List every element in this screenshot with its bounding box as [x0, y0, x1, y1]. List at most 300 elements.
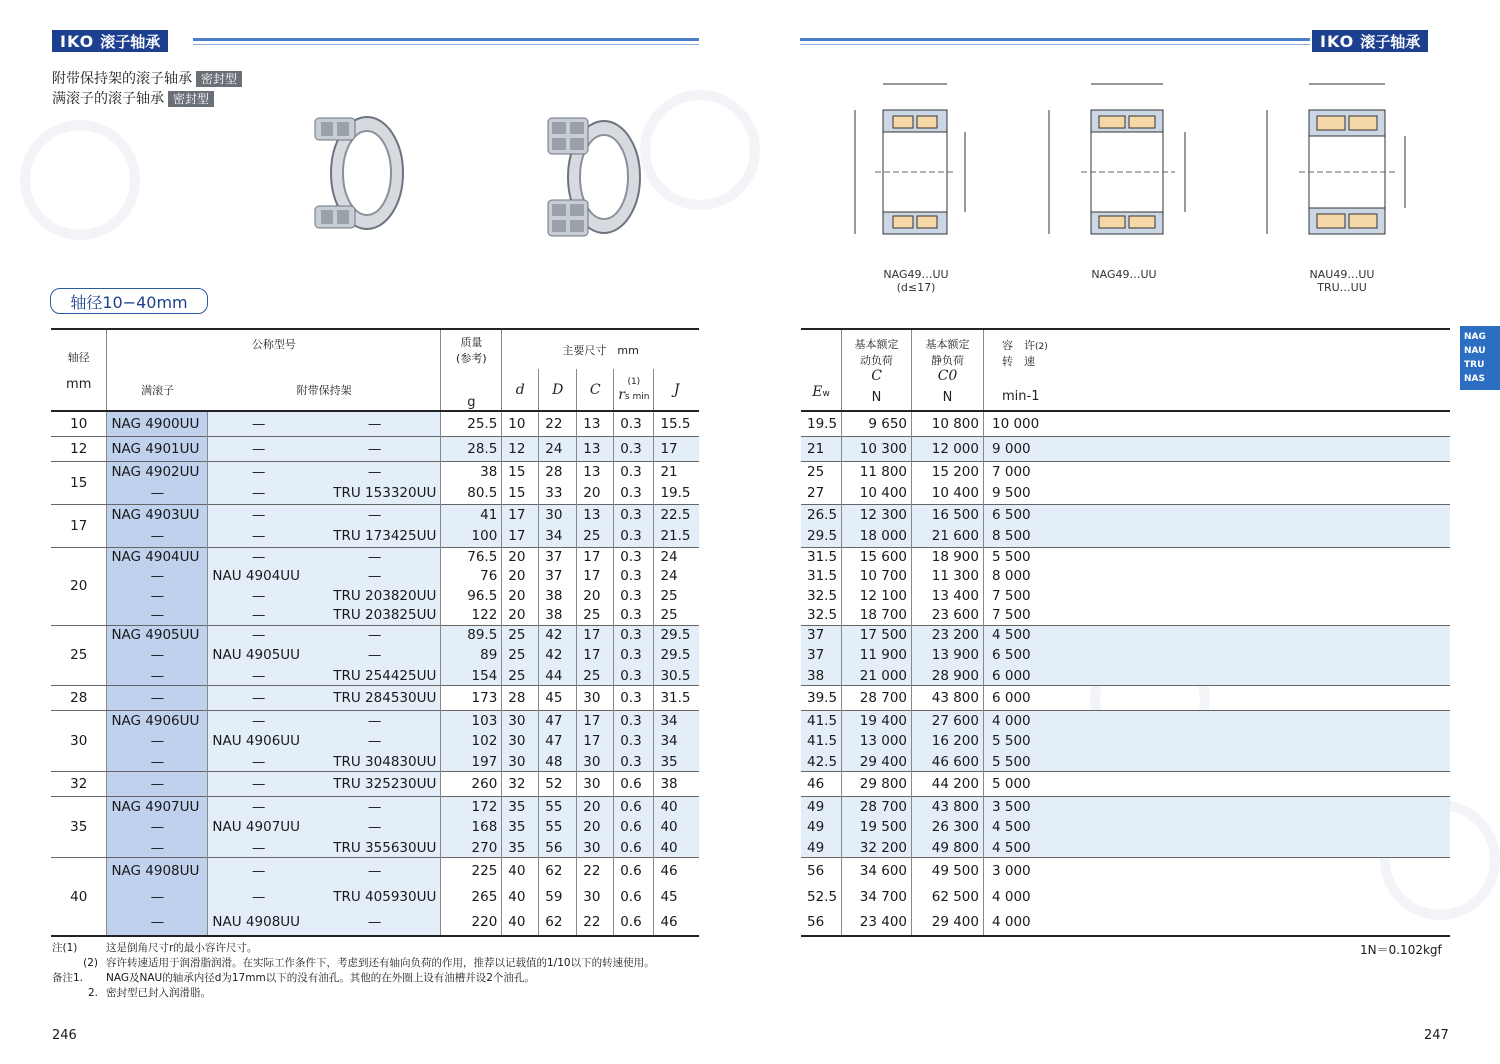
- bore-d-cell: 40: [502, 910, 539, 936]
- mass-cell: 76.5: [441, 547, 502, 567]
- diagram-label: NAU49…UU: [1309, 268, 1375, 281]
- col-header-cage: 附带保持架: [296, 383, 352, 397]
- dynamic-load-cell: 21 000: [842, 666, 912, 686]
- bore-d-cell: 35: [502, 817, 539, 837]
- outer-D-cell: 44: [539, 666, 577, 686]
- width-C-cell: 17: [577, 731, 614, 751]
- full-complement-model-cell: —: [107, 526, 208, 548]
- width-C-cell: 13: [577, 461, 614, 483]
- mass-cell: 270: [441, 838, 502, 858]
- full-complement-model-cell: —: [107, 483, 208, 505]
- col-header-C: C: [577, 369, 614, 411]
- outer-D-cell: 45: [539, 686, 577, 711]
- mass-cell: 28.5: [441, 436, 502, 461]
- static-load-cell: 11 300: [912, 567, 984, 587]
- static-load-cell: 16 500: [912, 504, 984, 526]
- full-complement-model-cell: —: [107, 567, 208, 587]
- bore-d-cell: 20: [502, 606, 539, 626]
- caged-model-cell: —: [309, 645, 441, 665]
- dynamic-load-cell: 32 200: [842, 838, 912, 858]
- chamfer-r-cell: 0.3: [614, 411, 654, 436]
- width-C-cell: 20: [577, 797, 614, 817]
- side-tab-item: TRU: [1464, 360, 1485, 370]
- outer-D-cell: 55: [539, 817, 577, 837]
- static-load-cell: 12 000: [912, 436, 984, 461]
- ew-cell: 25: [807, 464, 825, 480]
- table-row: [801, 686, 1450, 711]
- caged-model-cell: —: [309, 436, 441, 461]
- allowable-speed-cell: 4 500: [984, 817, 1451, 837]
- table-row: [51, 625, 699, 645]
- ew-cell: 32.5: [807, 587, 838, 604]
- diagram-label-2: NAG49…UU: [1091, 268, 1157, 281]
- width-C-cell: 30: [577, 752, 614, 772]
- J-cell: 24: [654, 567, 699, 587]
- bore-d-cell: 15: [502, 461, 539, 483]
- table-row: [801, 838, 1450, 858]
- ew-cell: 49: [807, 839, 825, 856]
- static-load-cell: 43 800: [912, 797, 984, 817]
- col-header-speed: [984, 329, 1451, 411]
- table-row: [801, 910, 1450, 936]
- static-load-cell: 10 400: [912, 483, 984, 505]
- header-sub: s min: [624, 391, 650, 402]
- width-C-cell: 30: [577, 772, 614, 797]
- dynamic-load-cell: 15 600: [842, 547, 912, 567]
- table-row: [801, 772, 1450, 797]
- allowable-speed-cell: 6 500: [984, 645, 1451, 665]
- diagram-label: TRU…UU: [1317, 281, 1367, 294]
- bore-d-cell: 25: [502, 625, 539, 645]
- subtitle-text: 附带保持架的滚子轴承: [52, 71, 192, 87]
- nau-model-cell: —: [208, 526, 309, 548]
- width-C-cell: 25: [577, 526, 614, 548]
- mass-cell: 41: [441, 504, 502, 526]
- caged-model-cell: —: [309, 858, 441, 884]
- table-row: [801, 483, 1450, 505]
- J-cell: 25: [654, 586, 699, 606]
- outer-D-cell: 30: [539, 504, 577, 526]
- shaft-diameter-cell: 10: [51, 411, 107, 436]
- full-complement-model-cell: —: [107, 731, 208, 751]
- table-row: [801, 625, 1450, 645]
- J-cell: 21: [654, 461, 699, 483]
- chamfer-r-cell: 0.6: [614, 910, 654, 936]
- ew-cell: 39.5: [807, 690, 838, 707]
- bore-d-cell: 35: [502, 797, 539, 817]
- allowable-speed-cell: 5 000: [984, 772, 1451, 797]
- table-row: [51, 504, 699, 526]
- header-text: 基本额定: [854, 337, 899, 351]
- full-complement-model-cell: NAG 4903UU: [107, 504, 208, 526]
- outer-D-cell: 55: [539, 797, 577, 817]
- table-row: [51, 411, 699, 436]
- ew-cell: 56: [807, 914, 825, 931]
- outer-D-cell: 62: [539, 858, 577, 884]
- header-rule: [800, 44, 1310, 45]
- header-text: 质量: [460, 336, 483, 349]
- J-cell: 29.5: [654, 645, 699, 665]
- header-rule: [193, 38, 699, 41]
- col-header-mass-unit: g: [441, 369, 502, 411]
- col-header-static: [912, 329, 984, 411]
- J-cell: 40: [654, 797, 699, 817]
- ew-cell: 38: [807, 667, 825, 684]
- outer-D-cell: 47: [539, 711, 577, 731]
- table-row: [801, 436, 1450, 461]
- width-C-cell: 13: [577, 436, 614, 461]
- table-row: [801, 504, 1450, 526]
- header-note: (1): [627, 376, 641, 387]
- dynamic-load-cell: 12 300: [842, 504, 912, 526]
- allowable-speed-cell: 4 000: [984, 910, 1451, 936]
- table-row: [51, 567, 699, 587]
- mass-cell: 225: [441, 858, 502, 884]
- bore-d-cell: 10: [502, 411, 539, 436]
- ew-cell: 26.5: [807, 507, 838, 523]
- allowable-speed-cell: 4 500: [984, 625, 1451, 645]
- shaft-range-label: 轴径10−40mm: [50, 288, 208, 314]
- allowable-speed-cell: 6 000: [984, 666, 1451, 686]
- caged-model-cell: —: [309, 411, 441, 436]
- col-header-dims: 主要尺寸 mm: [502, 329, 699, 369]
- width-C-cell: 30: [577, 884, 614, 910]
- chamfer-r-cell: 0.6: [614, 797, 654, 817]
- table-row: [51, 797, 699, 817]
- mass-cell: 173: [441, 686, 502, 711]
- nau-model-cell: —: [208, 483, 309, 505]
- chamfer-r-cell: 0.3: [614, 645, 654, 665]
- caged-model-cell: TRU 203820UU: [309, 586, 441, 606]
- caged-model-cell: TRU 173425UU: [309, 526, 441, 548]
- full-complement-model-cell: NAG 4908UU: [107, 858, 208, 884]
- table-row: [51, 731, 699, 751]
- dynamic-load-cell: 28 700: [842, 797, 912, 817]
- width-C-cell: 30: [577, 838, 614, 858]
- table-row: [51, 752, 699, 772]
- nau-model-cell: —: [208, 504, 309, 526]
- nau-model-cell: —: [208, 606, 309, 626]
- J-cell: 21.5: [654, 526, 699, 548]
- shaft-diameter-cell: 12: [51, 436, 107, 461]
- bore-d-cell: 12: [502, 436, 539, 461]
- caged-model-cell: —: [309, 504, 441, 526]
- chamfer-r-cell: 0.3: [614, 547, 654, 567]
- static-load-cell: 49 800: [912, 838, 984, 858]
- caged-model-cell: TRU 284530UU: [309, 686, 441, 711]
- mass-cell: 154: [441, 666, 502, 686]
- width-C-cell: 17: [577, 625, 614, 645]
- width-C-cell: 25: [577, 606, 614, 626]
- side-tab-item: NAS: [1464, 374, 1485, 384]
- allowable-speed-cell: 3 500: [984, 797, 1451, 817]
- table-row: [51, 645, 699, 665]
- outer-D-cell: 42: [539, 645, 577, 665]
- caged-model-cell: TRU 405930UU: [309, 884, 441, 910]
- table-row: [801, 731, 1450, 751]
- col-header-dynamic: [842, 329, 912, 411]
- J-cell: 31.5: [654, 686, 699, 711]
- table-row: [801, 567, 1450, 587]
- outer-D-cell: 24: [539, 436, 577, 461]
- col-header-model: 公称型号: [107, 329, 441, 369]
- outer-D-cell: 22: [539, 411, 577, 436]
- bore-d-cell: 20: [502, 586, 539, 606]
- static-load-cell: 29 400: [912, 910, 984, 936]
- full-complement-model-cell: —: [107, 772, 208, 797]
- J-cell: 15.5: [654, 411, 699, 436]
- dynamic-load-cell: 10 400: [842, 483, 912, 505]
- subtitle-full-complement: [52, 90, 214, 108]
- iko-logo: IKO: [60, 31, 95, 51]
- shaft-diameter-cell: 32: [51, 772, 107, 797]
- section-side-tab[interactable]: [1460, 326, 1500, 390]
- J-cell: 40: [654, 817, 699, 837]
- header-title: 滚子轴承: [1360, 32, 1421, 51]
- width-C-cell: 22: [577, 858, 614, 884]
- dynamic-load-cell: 29 800: [842, 772, 912, 797]
- brand-header-right: [1312, 30, 1428, 52]
- full-complement-model-cell: —: [107, 645, 208, 665]
- outer-D-cell: 28: [539, 461, 577, 483]
- dynamic-load-cell: 23 400: [842, 910, 912, 936]
- bore-d-cell: 25: [502, 645, 539, 665]
- ew-cell: 42.5: [807, 753, 838, 770]
- ew-cell: 49: [807, 799, 825, 816]
- diagram-label-3: [1292, 268, 1392, 294]
- table-row: [51, 711, 699, 731]
- allowable-speed-cell: 5 500: [984, 752, 1451, 772]
- diagram-label: (d≤17): [896, 281, 936, 294]
- diagram-label: NAG49…UU: [883, 268, 949, 281]
- J-cell: 46: [654, 858, 699, 884]
- allowable-speed-cell: 8 000: [984, 567, 1451, 587]
- shaft-diameter-cell: 35: [51, 797, 107, 858]
- dynamic-load-cell: 17 500: [842, 625, 912, 645]
- table-row: [51, 547, 699, 567]
- table-row: [51, 858, 699, 884]
- width-C-cell: 13: [577, 411, 614, 436]
- shaft-diameter-cell: 28: [51, 686, 107, 711]
- full-complement-model-cell: NAG 4902UU: [107, 461, 208, 483]
- footnote-text: 这是倒角尺寸r的最小容许尺寸。: [106, 942, 258, 954]
- table-row: [51, 586, 699, 606]
- nau-model-cell: —: [208, 547, 309, 567]
- outer-D-cell: 37: [539, 547, 577, 567]
- header-text: E: [812, 384, 823, 400]
- chamfer-r-cell: 0.6: [614, 817, 654, 837]
- nau-model-cell: NAU 4904UU: [208, 567, 309, 587]
- footnote-text: 密封型已封入润滑脂。: [106, 987, 211, 999]
- table-row: [801, 645, 1450, 665]
- static-load-cell: 28 900: [912, 666, 984, 686]
- shaft-diameter-cell: 40: [51, 858, 107, 936]
- table-row: [801, 858, 1450, 884]
- J-cell: 24: [654, 547, 699, 567]
- chamfer-r-cell: 0.6: [614, 884, 654, 910]
- mass-cell: 168: [441, 817, 502, 837]
- load-rating-table: [801, 328, 1450, 937]
- dynamic-load-cell: 11 800: [842, 461, 912, 483]
- bore-d-cell: 40: [502, 858, 539, 884]
- chamfer-r-cell: 0.6: [614, 858, 654, 884]
- caged-model-cell: TRU 203825UU: [309, 606, 441, 626]
- bore-d-cell: 35: [502, 838, 539, 858]
- header-unit: N: [942, 389, 953, 405]
- nau-model-cell: —: [208, 411, 309, 436]
- table-row: [51, 686, 699, 711]
- footnote: [52, 941, 655, 956]
- dynamic-load-cell: 19 500: [842, 817, 912, 837]
- page-number-right: 247: [1424, 1028, 1449, 1043]
- nau-model-cell: —: [208, 884, 309, 910]
- mass-cell: 96.5: [441, 586, 502, 606]
- width-C-cell: 17: [577, 547, 614, 567]
- nau-model-cell: —: [208, 686, 309, 711]
- J-cell: 34: [654, 711, 699, 731]
- table-row: [801, 461, 1450, 483]
- footnote: [52, 986, 655, 1001]
- header-unit: mm: [66, 376, 92, 392]
- nau-model-cell: NAU 4906UU: [208, 731, 309, 751]
- table-row: [51, 772, 699, 797]
- outer-D-cell: 52: [539, 772, 577, 797]
- header-text: (参考): [456, 352, 487, 365]
- dimension-table: [51, 328, 699, 937]
- shaft-diameter-cell: 25: [51, 625, 107, 686]
- width-C-cell: 20: [577, 483, 614, 505]
- dynamic-load-cell: 34 600: [842, 858, 912, 884]
- static-load-cell: 62 500: [912, 884, 984, 910]
- bore-d-cell: 32: [502, 772, 539, 797]
- chamfer-r-cell: 0.3: [614, 625, 654, 645]
- bore-d-cell: 30: [502, 752, 539, 772]
- header-rule: [800, 38, 1310, 41]
- J-cell: 38: [654, 772, 699, 797]
- shaft-diameter-cell: 30: [51, 711, 107, 772]
- outer-D-cell: 38: [539, 606, 577, 626]
- ew-cell: 32.5: [807, 607, 838, 623]
- header-text: 轴径: [67, 350, 90, 364]
- outer-D-cell: 37: [539, 567, 577, 587]
- footnote: [52, 971, 655, 986]
- allowable-speed-cell: 7 000: [984, 461, 1451, 483]
- mass-cell: 220: [441, 910, 502, 936]
- chamfer-r-cell: 0.3: [614, 526, 654, 548]
- nau-model-cell: NAU 4908UU: [208, 910, 309, 936]
- col-header-D: D: [539, 369, 577, 411]
- full-complement-model-cell: —: [107, 838, 208, 858]
- caged-model-cell: —: [309, 711, 441, 731]
- dynamic-load-cell: 28 700: [842, 686, 912, 711]
- nau-model-cell: —: [208, 797, 309, 817]
- ew-cell: 31.5: [807, 568, 838, 585]
- J-cell: 25: [654, 606, 699, 626]
- nau-model-cell: —: [208, 586, 309, 606]
- table-row: [801, 586, 1450, 606]
- full-complement-model-cell: —: [107, 586, 208, 606]
- table-row: [51, 838, 699, 858]
- chamfer-r-cell: 0.3: [614, 731, 654, 751]
- full-complement-model-cell: —: [107, 817, 208, 837]
- J-cell: 34: [654, 731, 699, 751]
- bearing-photo-1: [305, 108, 405, 238]
- bore-d-cell: 17: [502, 526, 539, 548]
- static-load-cell: 21 600: [912, 526, 984, 548]
- full-complement-model-cell: NAG 4906UU: [107, 711, 208, 731]
- col-header-shaft: [51, 329, 107, 411]
- mass-cell: 197: [441, 752, 502, 772]
- static-load-cell: 23 600: [912, 606, 984, 626]
- allowable-speed-cell: 4 000: [984, 711, 1451, 731]
- table-row: [801, 752, 1450, 772]
- mass-cell: 103: [441, 711, 502, 731]
- ew-cell: 41.5: [807, 713, 838, 730]
- col-header-ew: [801, 329, 842, 411]
- static-load-cell: 27 600: [912, 711, 984, 731]
- watermark: [20, 120, 140, 240]
- width-C-cell: 22: [577, 910, 614, 936]
- nau-model-cell: —: [208, 436, 309, 461]
- page-number-left: 246: [52, 1028, 77, 1043]
- full-complement-model-cell: —: [107, 910, 208, 936]
- nau-model-cell: —: [208, 666, 309, 686]
- table-row: [801, 711, 1450, 731]
- static-load-cell: 13 900: [912, 645, 984, 665]
- nau-model-cell: —: [208, 858, 309, 884]
- caged-model-cell: TRU 304830UU: [309, 752, 441, 772]
- ew-cell: 56: [807, 863, 825, 880]
- table-row: [801, 526, 1450, 548]
- table-row: [801, 797, 1450, 817]
- mass-cell: 80.5: [441, 483, 502, 505]
- ew-cell: 37: [807, 647, 825, 664]
- full-complement-model-cell: NAG 4901UU: [107, 436, 208, 461]
- nau-model-cell: —: [208, 625, 309, 645]
- footnote: [52, 956, 655, 971]
- width-C-cell: 17: [577, 567, 614, 587]
- allowable-speed-cell: 5 500: [984, 731, 1451, 751]
- header-rule: [193, 44, 699, 45]
- table-row: [51, 461, 699, 483]
- J-cell: 17: [654, 436, 699, 461]
- J-cell: 35: [654, 752, 699, 772]
- outer-D-cell: 59: [539, 884, 577, 910]
- brand-header-left: [52, 30, 168, 52]
- side-tab-item: NAG: [1464, 332, 1486, 342]
- width-C-cell: 17: [577, 711, 614, 731]
- shaft-diameter-cell: 15: [51, 461, 107, 504]
- footnote-text: 容许转速适用于润滑脂润滑。在实际工作条件下，考虑到还有轴向负荷的作用，推荐以记载值的1/10以下的转速使用。: [106, 957, 655, 969]
- chamfer-r-cell: 0.3: [614, 483, 654, 505]
- dynamic-load-cell: 19 400: [842, 711, 912, 731]
- width-C-cell: 20: [577, 586, 614, 606]
- static-load-cell: 23 200: [912, 625, 984, 645]
- allowable-speed-cell: 9 000: [984, 436, 1451, 461]
- J-cell: 19.5: [654, 483, 699, 505]
- header-unit: min-1: [1002, 388, 1040, 404]
- bore-d-cell: 20: [502, 547, 539, 567]
- col-header-r: [614, 369, 654, 411]
- width-C-cell: 17: [577, 645, 614, 665]
- col-header-J: J: [654, 369, 699, 411]
- caged-model-cell: —: [309, 625, 441, 645]
- bearing-diagram-nau-tru: [1255, 72, 1415, 252]
- caged-model-cell: —: [309, 567, 441, 587]
- table-row: [51, 817, 699, 837]
- outer-D-cell: 56: [539, 838, 577, 858]
- J-cell: 29.5: [654, 625, 699, 645]
